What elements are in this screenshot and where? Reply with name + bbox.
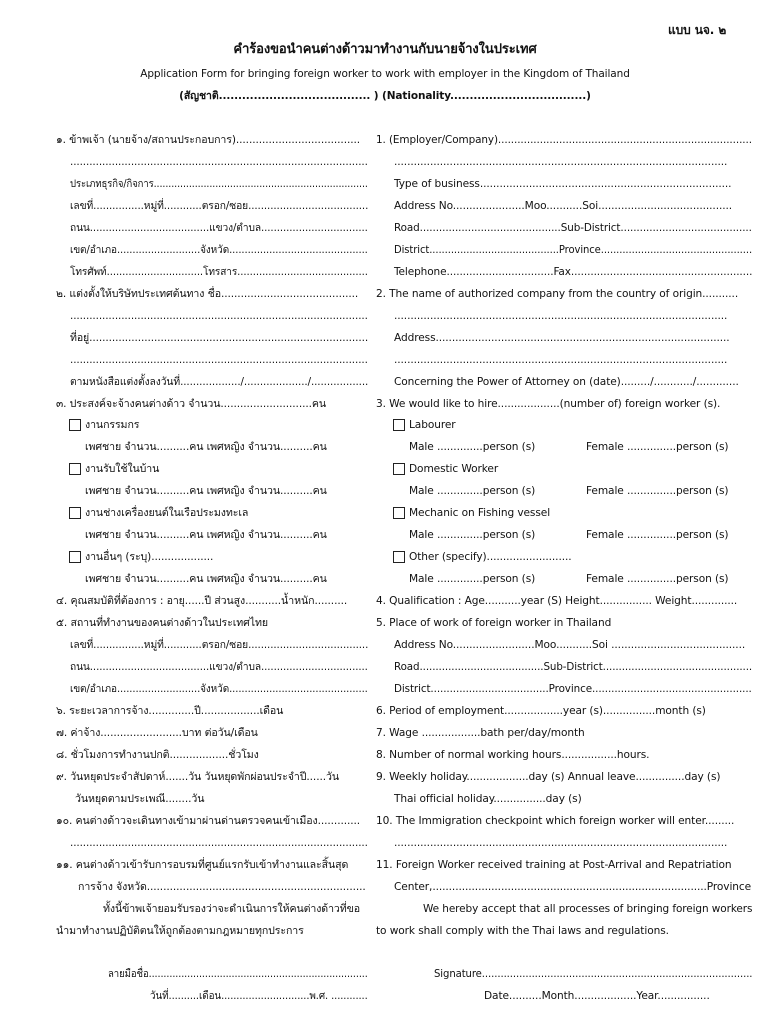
th-training-center: ๑๑. คนต่างด้าวเข้ารับการอบรมที่ศูนย์แรกรับเข้าทำงานและสิ้นสุด xyxy=(56,859,349,871)
en-work-address-no[interactable]: Address No.........................Moo...........Soi ......................................... xyxy=(394,639,746,651)
th-labourer-checkbox[interactable] xyxy=(69,419,81,431)
en-signature-date[interactable]: Date..........Month...................Year................ xyxy=(484,990,710,1002)
en-other-label[interactable]: Other (specify).......................... xyxy=(409,551,572,563)
th-power-of-attorney-date[interactable]: ตามหนังสือแต่งตั้งลงวันที่.................../..................../.................. xyxy=(70,376,369,388)
en-labourer-label: Labourer xyxy=(409,419,456,431)
th-employer-line-2[interactable]: ............................................................................................. xyxy=(70,156,368,168)
en-domestic-checkbox[interactable] xyxy=(393,463,405,475)
th-domestic-gender-count[interactable]: เพศชาย จำนวน..........คน เพศหญิง จำนวน..........คน xyxy=(85,485,327,497)
th-declaration-line-1: ทั้งนี้ข้าพเจ้ายอมรับรองว่าจะดำเนินการให้คนต่างด้าวที่ขอ xyxy=(103,903,361,915)
th-district[interactable]: เขต/อำเภอ...........................จังหวัด............................................. xyxy=(70,244,368,256)
en-weekly-holiday[interactable]: 9. Weekly holiday...................day (s) Annual leave...............day (s) xyxy=(376,771,721,783)
th-signature[interactable]: ลายมือชื่อ.......................................................................... xyxy=(108,968,368,980)
th-company-address-line-2[interactable]: ............................................................................................. xyxy=(70,354,368,366)
form-title-thai: คำร้องขอนำคนต่างด้าวมาทำงานกับนายจ้างในประเทศ xyxy=(233,42,537,57)
en-mechanic-checkbox[interactable] xyxy=(393,507,405,519)
en-authorized-company[interactable]: 2. The name of authorized company from the country of origin........... xyxy=(376,288,739,300)
th-weekly-holiday[interactable]: ๙. วันหยุดประจำสัปดาห์.......วัน วันหยุดพักผ่อนประจำปี......วัน xyxy=(56,771,339,783)
en-domestic-male-count[interactable]: Male ..............person (s) xyxy=(409,485,536,497)
en-other-female-count[interactable]: Female ...............person (s) xyxy=(586,573,729,585)
en-qualification[interactable]: 4. Qualification : Age...........year (S) Height................ Weight.............. xyxy=(376,595,738,607)
th-other-checkbox[interactable] xyxy=(69,551,81,563)
th-training-province[interactable]: การจ้าง จังหวัด................................................................... xyxy=(78,881,366,893)
en-work-district[interactable]: District.....................................Province.................................................. xyxy=(394,683,752,695)
th-work-address-no[interactable]: เลขที่................หมู่ที่............ตรอก/ซอย...................................... xyxy=(70,639,369,651)
th-period-of-employment[interactable]: ๖. ระยะเวลาการจ้าง..............ปี..................เดือน xyxy=(56,705,284,717)
form-number: แบบ นจ. ๒ xyxy=(668,23,727,37)
en-authorized-company-line-2[interactable]: ...................................................................................................... xyxy=(394,310,728,322)
en-other-checkbox[interactable] xyxy=(393,551,405,563)
th-qualification[interactable]: ๔. คุณสมบัติที่ต้องการ : อายุ......ปี ส่วนสูง...........น้ำหนัก.......... xyxy=(56,595,348,607)
en-power-of-attorney-date[interactable]: Concerning the Power of Attorney on (date)........./............/............. xyxy=(394,376,739,388)
th-place-of-work: ๕. สถานที่ทำงานของคนต่างด้าวในประเทศไทย xyxy=(56,617,268,629)
en-labourer-male-count[interactable]: Male ..............person (s) xyxy=(409,441,536,453)
en-labourer-checkbox[interactable] xyxy=(393,419,405,431)
th-signature-date[interactable]: วันที่..........เดือน.............................พ.ศ. ............ xyxy=(150,990,368,1002)
en-declaration-line-1: We hereby accept that all processes of bringing foreign workers xyxy=(423,903,753,915)
th-work-district[interactable]: เขต/อำเภอ...........................จังหวัด............................................. xyxy=(70,683,368,695)
en-telephone[interactable]: Telephone.................................Fax........................................................ xyxy=(394,266,753,278)
en-address-no[interactable]: Address No......................Moo...........Soi......................................... xyxy=(394,200,733,212)
en-mechanic-label: Mechanic on Fishing vessel xyxy=(409,507,551,519)
th-mechanic-checkbox[interactable] xyxy=(69,507,81,519)
en-period-of-employment[interactable]: 6. Period of employment..................year (s)................month (s) xyxy=(376,705,706,717)
th-road[interactable]: ถนน......................................แขวง/ตำบล.................................. xyxy=(70,222,368,234)
en-district[interactable]: District..........................................Province................................................. xyxy=(394,244,753,256)
en-road[interactable]: Road............................................Sub-District......................................... xyxy=(394,222,752,234)
th-wage[interactable]: ๗. ค่าจ้าง.........................บาท ต่อวัน/เดือน xyxy=(56,727,258,739)
en-labourer-female-count[interactable]: Female ...............person (s) xyxy=(586,441,729,453)
en-domestic-label: Domestic Worker xyxy=(409,463,499,475)
th-address-no[interactable]: เลขที่................หมู่ที่............ตรอก/ซอย...................................... xyxy=(70,200,369,212)
th-mechanic-gender-count[interactable]: เพศชาย จำนวน..........คน เพศหญิง จำนวน..........คน xyxy=(85,529,327,541)
th-hire-count[interactable]: ๓. ประสงค์จะจ้างคนต่างด้าว จำนวน............................คน xyxy=(56,398,327,410)
th-working-hours[interactable]: ๘. ชั่วโมงการทำงานปกติ..................ชั่วโมง xyxy=(56,749,259,761)
th-domestic-label: งานรับใช้ในบ้าน xyxy=(85,463,160,475)
th-labourer-gender-count[interactable]: เพศชาย จำนวน..........คน เพศหญิง จำนวน..........คน xyxy=(85,441,327,453)
th-traditional-holiday[interactable]: วันหยุดตามประเพณี........วัน xyxy=(75,793,205,805)
en-declaration-line-2: to work shall comply with the Thai laws and regulations. xyxy=(376,925,669,937)
th-authorized-company-line-2[interactable]: ............................................................................................. xyxy=(70,310,368,322)
en-company-address[interactable]: Address.......................................................................................... xyxy=(394,332,730,344)
th-authorized-company[interactable]: ๒. แต่งตั้งให้บริษัทประเทศต้นทาง ชื่อ.......................................... xyxy=(56,288,359,300)
en-company-address-line-2[interactable]: ...................................................................................................... xyxy=(394,354,728,366)
en-hire-count[interactable]: 3. We would like to hire...................(number of) foreign worker (s). xyxy=(376,398,721,410)
en-mechanic-female-count[interactable]: Female ...............person (s) xyxy=(586,529,729,541)
th-mechanic-label: งานช่างเครื่องยนต์ในเรือประมงทะเล xyxy=(85,507,249,519)
en-wage[interactable]: 7. Wage ..................bath per/day/month xyxy=(376,727,585,739)
th-company-address[interactable]: ที่อยู่...................................................................................... xyxy=(70,332,369,344)
en-immigration-checkpoint[interactable]: 10. The Immigration checkpoint which foreign worker will enter......... xyxy=(376,815,735,827)
en-mechanic-male-count[interactable]: Male ..............person (s) xyxy=(409,529,536,541)
en-domestic-female-count[interactable]: Female ...............person (s) xyxy=(586,485,729,497)
en-employer-line-2[interactable]: ...................................................................................................... xyxy=(394,156,728,168)
en-signature[interactable]: Signature....................................................................................... xyxy=(434,968,753,980)
en-immigration-checkpoint-line-2[interactable]: ...................................................................................................... xyxy=(394,837,728,849)
form-title-english: Application Form for bringing foreign worker to work with employer in the Kingdom of Thailand xyxy=(140,68,630,80)
th-other-label[interactable]: งานอื่นๆ (ระบุ)................... xyxy=(85,551,214,563)
th-labourer-label: งานกรรมกร xyxy=(85,419,140,431)
en-business-type[interactable]: Type of business............................................................................. xyxy=(394,178,732,190)
en-employer-line[interactable]: 1. (Employer/Company)............................................................................... xyxy=(376,134,752,146)
th-work-road[interactable]: ถนน......................................แขวง/ตำบล.................................. xyxy=(70,661,368,673)
en-training-province[interactable]: Center,....................................................................................Province xyxy=(394,881,752,893)
th-telephone[interactable]: โทรศัพท์...............................โทรสาร.......................................... xyxy=(70,266,368,278)
en-training-center: 11. Foreign Worker received training at Post-Arrival and Repatriation xyxy=(376,859,732,871)
th-declaration-line-2: นำมาทำงานปฏิบัติตนให้ถูกต้องตามกฎหมายทุกประการ xyxy=(56,925,304,937)
th-immigration-checkpoint-line-2[interactable]: ............................................................................................. xyxy=(70,837,368,849)
en-working-hours[interactable]: 8. Number of normal working hours.................hours. xyxy=(376,749,650,761)
th-immigration-checkpoint[interactable]: ๑๐. คนต่างด้าวจะเดินทางเข้ามาผ่านด่านตรวจคนเข้าเมือง............. xyxy=(56,815,361,827)
en-official-holiday[interactable]: Thai official holiday................day (s) xyxy=(394,793,582,805)
en-work-road[interactable]: Road.......................................Sub-District............................................... xyxy=(394,661,753,673)
th-other-gender-count[interactable]: เพศชาย จำนวน..........คน เพศหญิง จำนวน..........คน xyxy=(85,573,327,585)
en-place-of-work: 5. Place of work of foreign worker in Thailand xyxy=(376,617,612,629)
en-other-male-count[interactable]: Male ..............person (s) xyxy=(409,573,536,585)
th-business-type[interactable]: ประเภทธุรกิจ/กิจการ......................................................................... xyxy=(70,178,368,190)
th-domestic-checkbox[interactable] xyxy=(69,463,81,475)
nationality-field[interactable]: (สัญชาติ....................................... ) (Nationality...................................) xyxy=(179,90,591,102)
th-employer-line[interactable]: ๑. ข้าพเจ้า (นายจ้าง/สถานประกอบการ)...................................... xyxy=(56,134,361,146)
